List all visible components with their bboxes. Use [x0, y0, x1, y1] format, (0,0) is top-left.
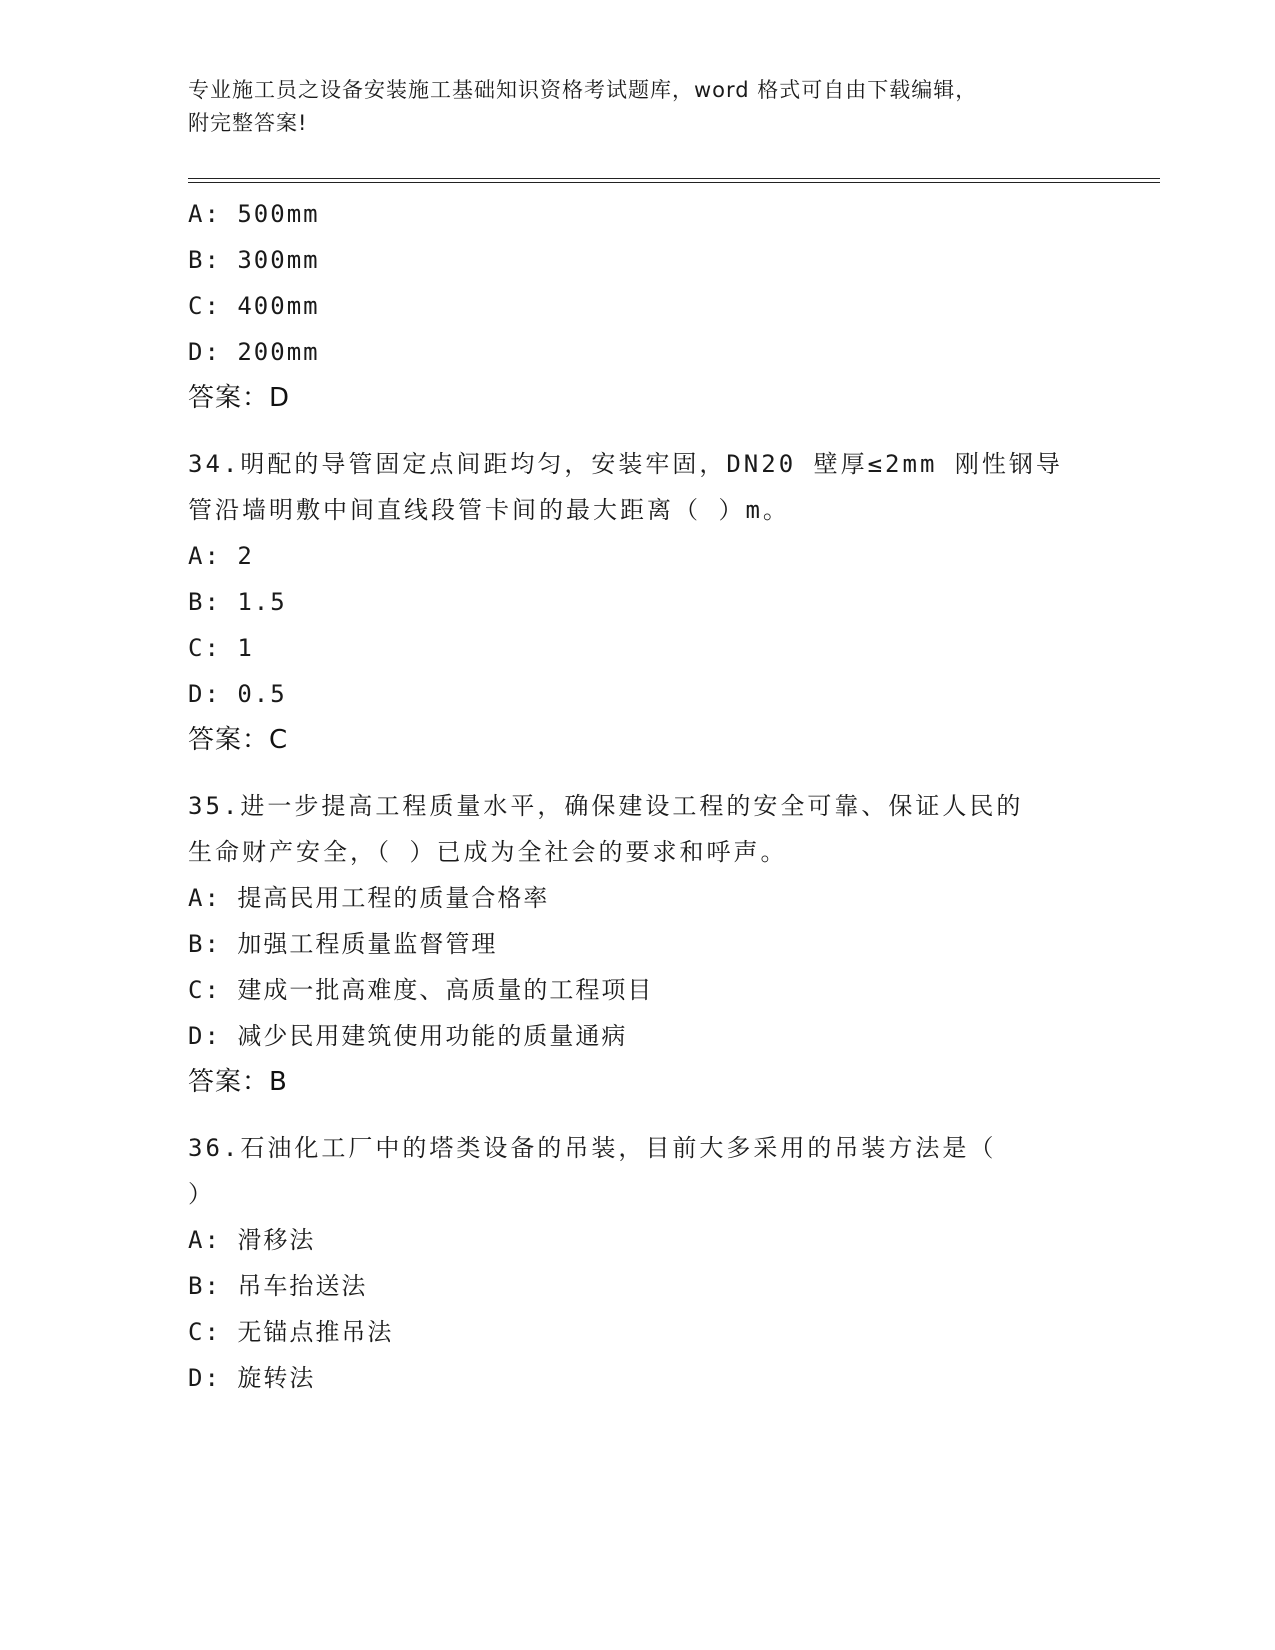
option-d: D: 旋转法 — [188, 1364, 316, 1392]
option-c: C: 无锚点推吊法 — [188, 1318, 394, 1346]
header-divider-bottom — [188, 182, 1160, 183]
header-line-2: 附完整答案! — [188, 111, 308, 135]
question-list — [188, 191, 1088, 1401]
question-stem-line-2: 管沿墙明敷中间直线段管卡间的最大距离（ ）m。 — [188, 496, 790, 524]
option-c: C: 400mm — [188, 292, 320, 320]
option-d: D: 200mm — [188, 338, 320, 366]
option-a: A: 滑移法 — [188, 1226, 316, 1254]
header-divider-top — [188, 178, 1160, 179]
option-a: A: 提高民用工程的质量合格率 — [188, 884, 550, 912]
option-b: B: 300mm — [188, 246, 320, 274]
option-d: D: 0.5 — [188, 680, 287, 708]
question-36 — [188, 1125, 1088, 1401]
header-line-1: 专业施工员之设备安装施工基础知识资格考试题库，word 格式可自由下载编辑， — [188, 78, 978, 102]
option-b: B: 1.5 — [188, 588, 287, 616]
question-35 — [188, 783, 1088, 1105]
question-stem-line-1: 35.进一步提高工程质量水平，确保建设工程的安全可靠、保证人民的 — [188, 792, 1024, 820]
option-b: B: 吊车抬送法 — [188, 1272, 368, 1300]
question-stem-line-1: 36.石油化工厂中的塔类设备的吊装，目前大多采用的吊装方法是（ — [188, 1134, 997, 1162]
question-stem-line-1: 34.明配的导管固定点间距均匀，安装牢固，DN20 壁厚≤2mm 刚性钢导 — [188, 450, 1063, 478]
answer-line: 答案：C — [188, 725, 289, 755]
option-b: B: 加强工程质量监督管理 — [188, 930, 498, 958]
option-a: A: 500mm — [188, 200, 320, 228]
question-stem — [188, 783, 1088, 875]
option-c: C: 建成一批高难度、高质量的工程项目 — [188, 976, 654, 1004]
question-stem-line-2: ） — [188, 1180, 215, 1208]
question-stem — [188, 441, 1088, 533]
question-stem — [188, 1125, 1088, 1217]
answer-line: 答案：D — [188, 383, 291, 413]
document-header — [188, 74, 1068, 140]
answer-line: 答案：B — [188, 1067, 288, 1097]
option-c: C: 1 — [188, 634, 254, 662]
question-34 — [188, 441, 1088, 763]
question-33 — [188, 191, 1088, 421]
option-a: A: 2 — [188, 542, 254, 570]
option-d: D: 减少民用建筑使用功能的质量通病 — [188, 1022, 628, 1050]
question-stem-line-2: 生命财产安全，（ ）已成为全社会的要求和呼声。 — [188, 838, 788, 866]
